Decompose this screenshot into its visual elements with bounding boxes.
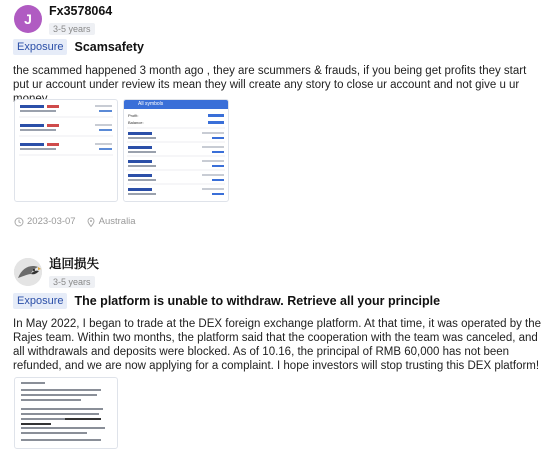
screenshot-thumbnail[interactable]	[123, 99, 229, 202]
username[interactable]: Fx3578064	[49, 4, 113, 18]
eagle-avatar-image	[14, 258, 42, 286]
trade-list-image	[15, 100, 117, 201]
years-badge: 3-5 years	[49, 276, 95, 288]
screenshot-header: All symbols	[124, 100, 228, 109]
avatar[interactable]	[14, 258, 42, 286]
post-title[interactable]: The platform is unable to withdraw. Retrieve all your principle	[74, 294, 441, 308]
years-badge: 3-5 years	[49, 23, 95, 35]
post-date: 2023-03-07	[27, 216, 76, 227]
clock-icon	[14, 217, 24, 227]
exposure-tag: Exposure	[13, 39, 67, 55]
title-row	[13, 293, 440, 309]
avatar-letter: J	[24, 11, 32, 27]
screenshot-profit-label: Profit:	[128, 113, 139, 118]
user-row	[14, 5, 112, 37]
screenshot-balance-label: Balance:	[128, 120, 144, 125]
post-body: In May 2022, I began to trade at the DEX foreign exchange platform. At that time, it was operated by the Rajes team. Within two months, the platform said that the cooperation with the team was canceled, and all withdrawals and deposits were blocked. As of 10.16, the principal of RMB 60,000 has not been refunded, and we are now applying for a complaint. I hope investors will stop trusting this DEX platform!	[13, 318, 542, 372]
chat-screenshot-image	[15, 378, 117, 448]
post-location: Australia	[98, 216, 136, 227]
user-row	[14, 258, 99, 290]
title-row	[13, 39, 144, 55]
location-icon	[86, 217, 96, 227]
account-history-image	[124, 109, 228, 201]
screenshot-thumbnail[interactable]	[14, 377, 118, 449]
post-title[interactable]: Scamsafety	[74, 40, 144, 54]
post-body: the scammed happened 3 month ago , they are scummers & frauds, if you being get profits they start put ur account under review its mean they will create any story to close ur account and not give u ur	[13, 65, 527, 91]
username[interactable]: 追回损失	[49, 257, 100, 271]
post-meta	[14, 216, 136, 227]
avatar[interactable]	[14, 5, 42, 33]
screenshot-thumbnail[interactable]	[14, 99, 118, 202]
exposure-tag: Exposure	[13, 293, 67, 309]
